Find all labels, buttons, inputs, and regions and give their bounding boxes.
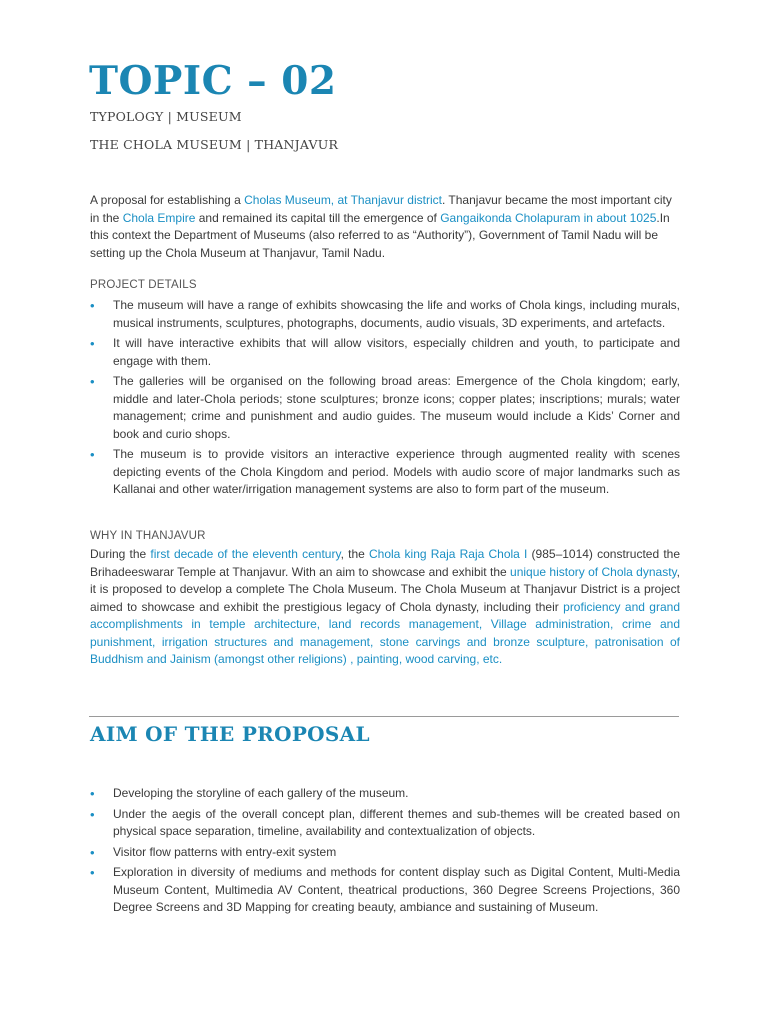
bullet-icon: • xyxy=(90,298,95,313)
aim-list xyxy=(90,785,680,920)
bullet-icon: • xyxy=(90,865,95,880)
bullet-icon: • xyxy=(90,374,95,389)
highlight-accomplishments: proficiency and grand accomplishments in temple architecture, land records management, Village administration, crime and punishment, irrigation structures and management, stone carvings and bronze sculpture, patronisation of Buddhism and Jainism (amongst other religions) , painting, wood carving, etc. xyxy=(90,599,680,666)
highlight-raja-raja-chola: Chola king Raja Raja Chola I xyxy=(369,547,528,561)
list-item: • It will have interactive exhibits that will allow visitors, especially children and youth, to participate and engage with them. xyxy=(90,336,680,368)
intro-paragraph: A proposal for establishing a Cholas Museum, at Thanjavur district. Thanjavur became the most important city in the Chola Empire and remained its capital till the emergence of Gangaikonda Cholapuram in about 1025.In this context the Department of Museums (also referred to as “Authority”), Government of Tamil Nadu will be setting up the Chola Museum at Thanjavur, Tamil Nadu. xyxy=(90,193,672,260)
list-item: • The galleries will be organised on the following broad areas: Emergence of the Chola kingdom; early, middle and later-Chola periods; stone sculptures; bronze icons; copper plates; inscriptions; murals; water management; crime and punishment and audio guides. The museum would include a Kids’ Corner and book and curio shops. xyxy=(90,374,680,441)
bullet-icon: • xyxy=(90,786,95,801)
project-details-label: PROJECT DETAILS xyxy=(90,279,197,291)
why-paragraph: During the first decade of the eleventh century, the Chola king Raja Raja Chola I (985–1014) constructed the Brihadeeswarar Temple at Thanjavur. With an aim to showcase and exhibit the unique history of Chola dynasty, it is proposed to develop a complete The Chola Museum. The Chola Museum at Thanjavur District is a project aimed to showcase and exhibit the prestigious legacy of Chola dynasty, including their proficiency and grand accomplishments in temple architecture, land records management, Village administration, crime and punishment, irrigation structures and management, stone carvings and bronze sculpture, patronisation of Buddhism and Jainism (amongst other religions) , painting, wood carving, etc. xyxy=(90,547,681,666)
list-item: • Under the aegis of the overall concept plan, different themes and sub-themes will be created based on physical space separation, timeline, availability and contextualization of objects. xyxy=(90,806,680,838)
highlight-chola-empire: Chola Empire xyxy=(122,210,196,225)
bullet-icon: • xyxy=(90,447,95,462)
bullet-icon: • xyxy=(90,806,95,822)
list-item: • The museum is to provide visitors an interactive experience through augmented reality with scenes depicting events of the Chola Kingdom and period. Models with audio score of major landmarks such as Kallanai and other water/irrigation management systems are also to form part of the museum. xyxy=(90,447,680,496)
aim-heading: AIM OF THE PROPOSAL xyxy=(90,722,370,746)
highlight-unique-history: unique history of Chola dynasty xyxy=(510,564,677,579)
highlight-cholas-museum: Cholas Museum, at Thanjavur district xyxy=(244,193,442,207)
page-title: TOPIC – 02 xyxy=(89,58,337,104)
highlight-eleventh-century: first decade of the eleventh century xyxy=(150,547,341,561)
project-details-list xyxy=(90,297,680,502)
list-item: • Exploration in diversity of mediums and methods for content display such as Digital Content, Multi-Media Museum Content, Multimedia AV Content, theatrical productions, 360 Degree Screens Projections, 360 Degree Screens and 3D Mapping for creating beauty, ambiance and sustaining of Museum. xyxy=(90,865,680,914)
list-item: • Developing the storyline of each gallery of the museum. xyxy=(90,786,409,801)
project-subtitle: THE CHOLA MUSEUM | THANJAVUR xyxy=(90,137,339,152)
highlight-gangaikonda: Gangaikonda Cholapuram in about 1025 xyxy=(440,210,657,225)
bullet-icon: • xyxy=(90,844,95,860)
section-divider xyxy=(89,716,679,717)
list-item: • The museum will have a range of exhibits showcasing the life and works of Chola kings, including murals, musical instruments, sculptures, photographs, documents, audio visuals, 3D experiments, and artefacts. xyxy=(90,298,680,330)
bullet-icon: • xyxy=(90,336,95,351)
why-thanjavur-label: WHY IN THANJAVUR xyxy=(90,530,206,542)
list-item: • Visitor flow patterns with entry-exit system xyxy=(90,844,337,860)
typology-subtitle: TYPOLOGY | MUSEUM xyxy=(90,109,242,124)
